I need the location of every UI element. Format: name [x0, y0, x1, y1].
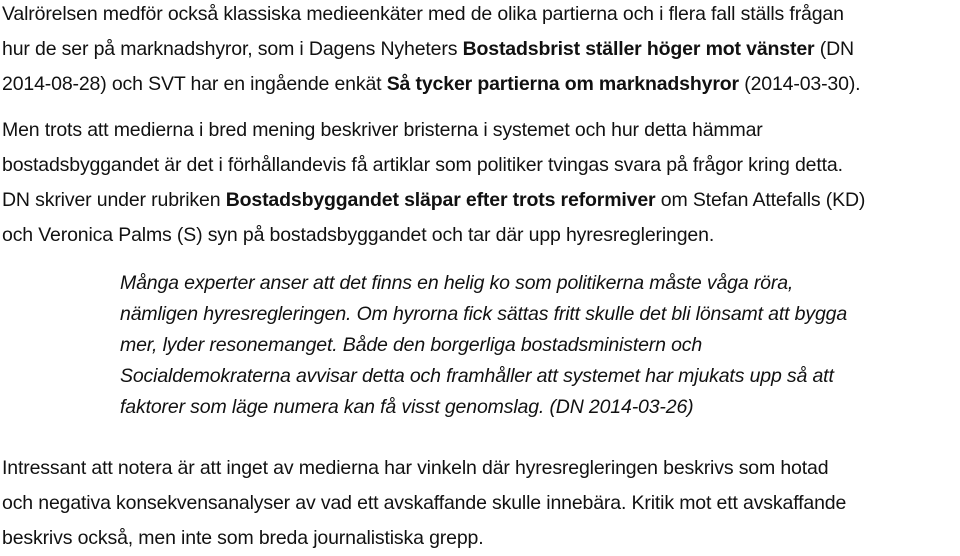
text-line	[2, 148, 954, 183]
text: Valrörelsen medför också klassiska medieenkäter med de olika partierna och i flera fall ställs frågan	[2, 3, 844, 25]
paragraph-media-coverage	[2, 113, 954, 253]
text-line	[2, 0, 954, 32]
text: Men trots att medierna i bred mening beskriver bristerna i systemet och hur detta hämmar	[2, 119, 763, 141]
text: om Stefan Attefalls (KD)	[655, 189, 866, 211]
quote-line: Många experter anser att det finns en helig ko som politikerna måste våga röra,	[120, 272, 794, 294]
text-line	[2, 218, 954, 253]
text: DN skriver under rubriken	[2, 189, 226, 211]
text-line	[2, 183, 954, 218]
paragraph-conclusion	[2, 451, 954, 556]
text-line	[2, 67, 954, 102]
text-line: och negativa konsekvensanalyser av vad ett avskaffande skulle innebära. Kritik mot ett avskaffande	[2, 492, 847, 514]
text-line	[2, 32, 954, 67]
text-line: Intressant att notera är att inget av medierna har vinkeln där hyresregleringen beskrivs som hotad	[2, 457, 829, 479]
quote-line: mer, lyder resonemanget. Både den borgerliga bostadsministern och	[120, 334, 703, 356]
article-title-svt: Så tycker partierna om marknadshyror	[386, 73, 739, 95]
text-line	[2, 113, 954, 148]
article-title-dn: Bostadsbrist ställer höger mot vänster	[462, 38, 815, 60]
text: och Veronica Palms (S) syn på bostadsbyggandet och tar där upp hyresregleringen.	[2, 224, 715, 246]
quote-line: nämligen hyresregleringen. Om hyrorna fick sättas fritt skulle det bli lönsamt att bygga	[120, 303, 848, 325]
text-line: beskrivs också, men inte som breda journalistiska grepp.	[2, 527, 484, 549]
text: bostadsbyggandet är det i förhållandevis få artiklar som politiker tvingas svara på frågor kring detta.	[2, 154, 843, 176]
text: 2014-08-28) och SVT har en ingående enkät	[2, 73, 387, 95]
quote-line: faktorer som läge numera kan få visst genomslag. (DN 2014-03-26)	[120, 396, 694, 418]
paragraph-election-surveys	[2, 0, 954, 102]
article-title-dn-reform: Bostadsbyggandet släpar efter trots reformiver	[225, 189, 656, 211]
text: (DN	[814, 38, 854, 60]
block-quote	[120, 268, 958, 423]
quote-line: Socialdemokraterna avvisar detta och framhåller att systemet har mjukats upp så att	[120, 365, 834, 387]
text: hur de ser på marknadshyror, som i Dagens Nyheters	[2, 38, 463, 60]
text: (2014-03-30).	[738, 73, 861, 95]
